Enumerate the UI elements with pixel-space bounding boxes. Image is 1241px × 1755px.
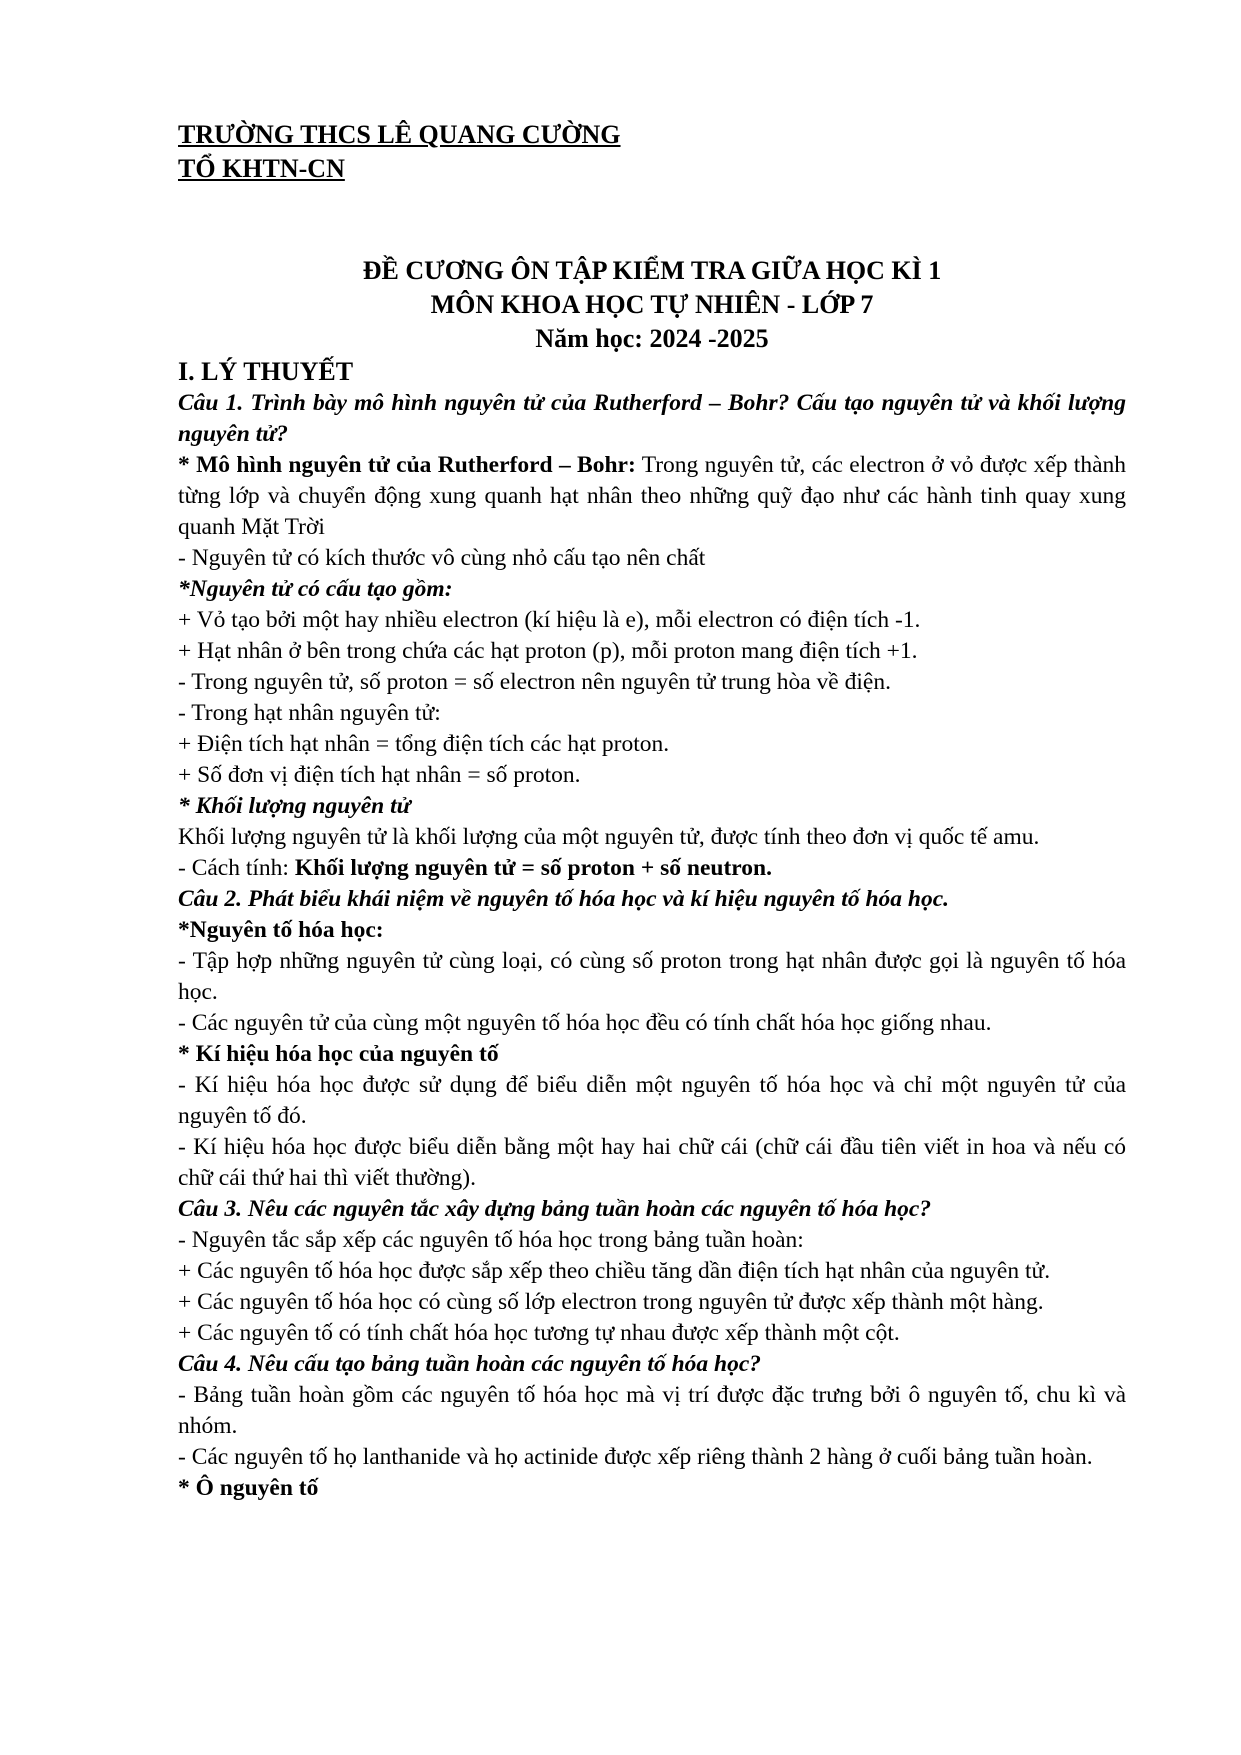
paragraph-in-nucleus: - Trong hạt nhân nguyên tử:	[178, 700, 441, 726]
paragraph-mass: Khối lượng nguyên tử là khối lượng của một nguyên tử, được tính theo đơn vị quốc tế amu.	[178, 824, 1040, 850]
paragraph-neutral: - Trong nguyên tử, số proton = số electron nên nguyên tử trung hòa về điện.	[178, 669, 891, 695]
paragraph-rule-3: + Các nguyên tố có tính chất hóa học tương tự nhau được xếp thành một cột.	[178, 1320, 900, 1346]
paragraph-nucleus: + Hạt nhân ở bên trong chứa các hạt proton (p), mỗi proton mang điện tích +1.	[178, 638, 918, 664]
calc-prefix: - Cách tính:	[178, 855, 295, 881]
model-text: Trong nguyên tử, các electron ở vỏ được xếp thành từng lớp và chuyển động xung quanh hạt nhân theo những quỹ đạo như các hành tinh quay xung quanh Mặt Trời	[178, 452, 1126, 540]
document-body	[178, 356, 1126, 1504]
title-line-1: ĐỀ CƯƠNG ÔN TẬP KIỂM TRA GIỮA HỌC KÌ 1	[362, 256, 942, 285]
question-3: Câu 3. Nêu các nguyên tắc xây dựng bảng tuần hoàn các nguyên tố hóa học?	[178, 1196, 932, 1222]
paragraph-table-desc-1: - Bảng tuần hoàn gồm các nguyên tố hóa học mà vị trí được đặc trưng bởi ô nguyên tố, chu kì và nhóm.	[178, 1382, 1126, 1439]
paragraph-element-prop: - Các nguyên tử của cùng một nguyên tố hóa học đều có tính chất hóa học giống nhau.	[178, 1010, 992, 1036]
paragraph-charge-units: + Số đơn vị điện tích hạt nhân = số proton.	[178, 762, 581, 788]
document-title	[178, 254, 1126, 356]
document-header	[178, 118, 621, 186]
paragraph-mass-calc	[178, 853, 1126, 884]
paragraph-rule-1: + Các nguyên tố hóa học được sắp xếp theo chiều tăng dần điện tích hạt nhân của nguyên tử.	[178, 1258, 1051, 1284]
calc-formula: Khối lượng nguyên tử = số proton + số neutron.	[294, 855, 772, 881]
paragraph-symbol-def: - Kí hiệu hóa học được sử dụng để biểu diễn một nguyên tố hóa học và chỉ một nguyên tử của nguyên tố đó.	[178, 1072, 1126, 1129]
paragraph-table-desc-2: - Các nguyên tố họ lanthanide và họ actinide được xếp riêng thành 2 hàng ở cuối bảng tuần hoàn.	[178, 1444, 1093, 1470]
section-heading-theory: I. LÝ THUYẾT	[178, 357, 354, 386]
department-name: TỔ KHTN-CN	[178, 154, 345, 183]
paragraph-rule-2: + Các nguyên tố hóa học có cùng số lớp electron trong nguyên tử được xếp thành một hàng.	[178, 1289, 1044, 1315]
paragraph-symbol-form: - Kí hiệu hóa học được biểu diễn bằng một hay hai chữ cái (chữ cái đầu tiên viết in hoa và nếu có chữ cái thứ hai thì viết thường).	[178, 1134, 1126, 1191]
paragraph-element-def: - Tập hợp những nguyên tử cùng loại, có cùng số proton trong hạt nhân được gọi là nguyên tố hóa học.	[178, 948, 1126, 1005]
model-label: * Mô hình nguyên tử của Rutherford – Bohr:	[178, 452, 636, 478]
school-year: Năm học: 2024 -2025	[535, 324, 769, 353]
paragraph-size: - Nguyên tử có kích thước vô cùng nhỏ cấu tạo nên chất	[178, 545, 706, 571]
element-cell-label: * Ô nguyên tố	[178, 1475, 319, 1501]
structure-label: *Nguyên tử có cấu tạo gồm:	[178, 576, 453, 602]
element-label: *Nguyên tố hóa học:	[178, 917, 384, 943]
paragraph-charge: + Điện tích hạt nhân = tổng điện tích các hạt proton.	[178, 731, 670, 757]
question-4: Câu 4. Nêu cấu tạo bảng tuần hoàn các nguyên tố hóa học?	[178, 1351, 762, 1377]
question-1: Câu 1. Trình bày mô hình nguyên tử của Rutherford – Bohr? Cấu tạo nguyên tử và khối lượng nguyên tử?	[178, 390, 1126, 447]
paragraph-model	[178, 450, 1126, 543]
mass-label: * Khối lượng nguyên tử	[178, 793, 411, 819]
symbol-label: * Kí hiệu hóa học của nguyên tố	[178, 1041, 499, 1067]
paragraph-shell: + Vỏ tạo bởi một hay nhiều electron (kí hiệu là e), mỗi electron có điện tích -1.	[178, 607, 921, 633]
school-name: TRƯỜNG THCS LÊ QUANG CƯỜNG	[178, 120, 621, 149]
question-2: Câu 2. Phát biểu khái niệm về nguyên tố hóa học và kí hiệu nguyên tố hóa học.	[178, 886, 950, 912]
paragraph-rules-intro: - Nguyên tắc sắp xếp các nguyên tố hóa học trong bảng tuần hoàn:	[178, 1227, 804, 1253]
title-line-2: MÔN KHOA HỌC TỰ NHIÊN - LỚP 7	[430, 290, 874, 319]
